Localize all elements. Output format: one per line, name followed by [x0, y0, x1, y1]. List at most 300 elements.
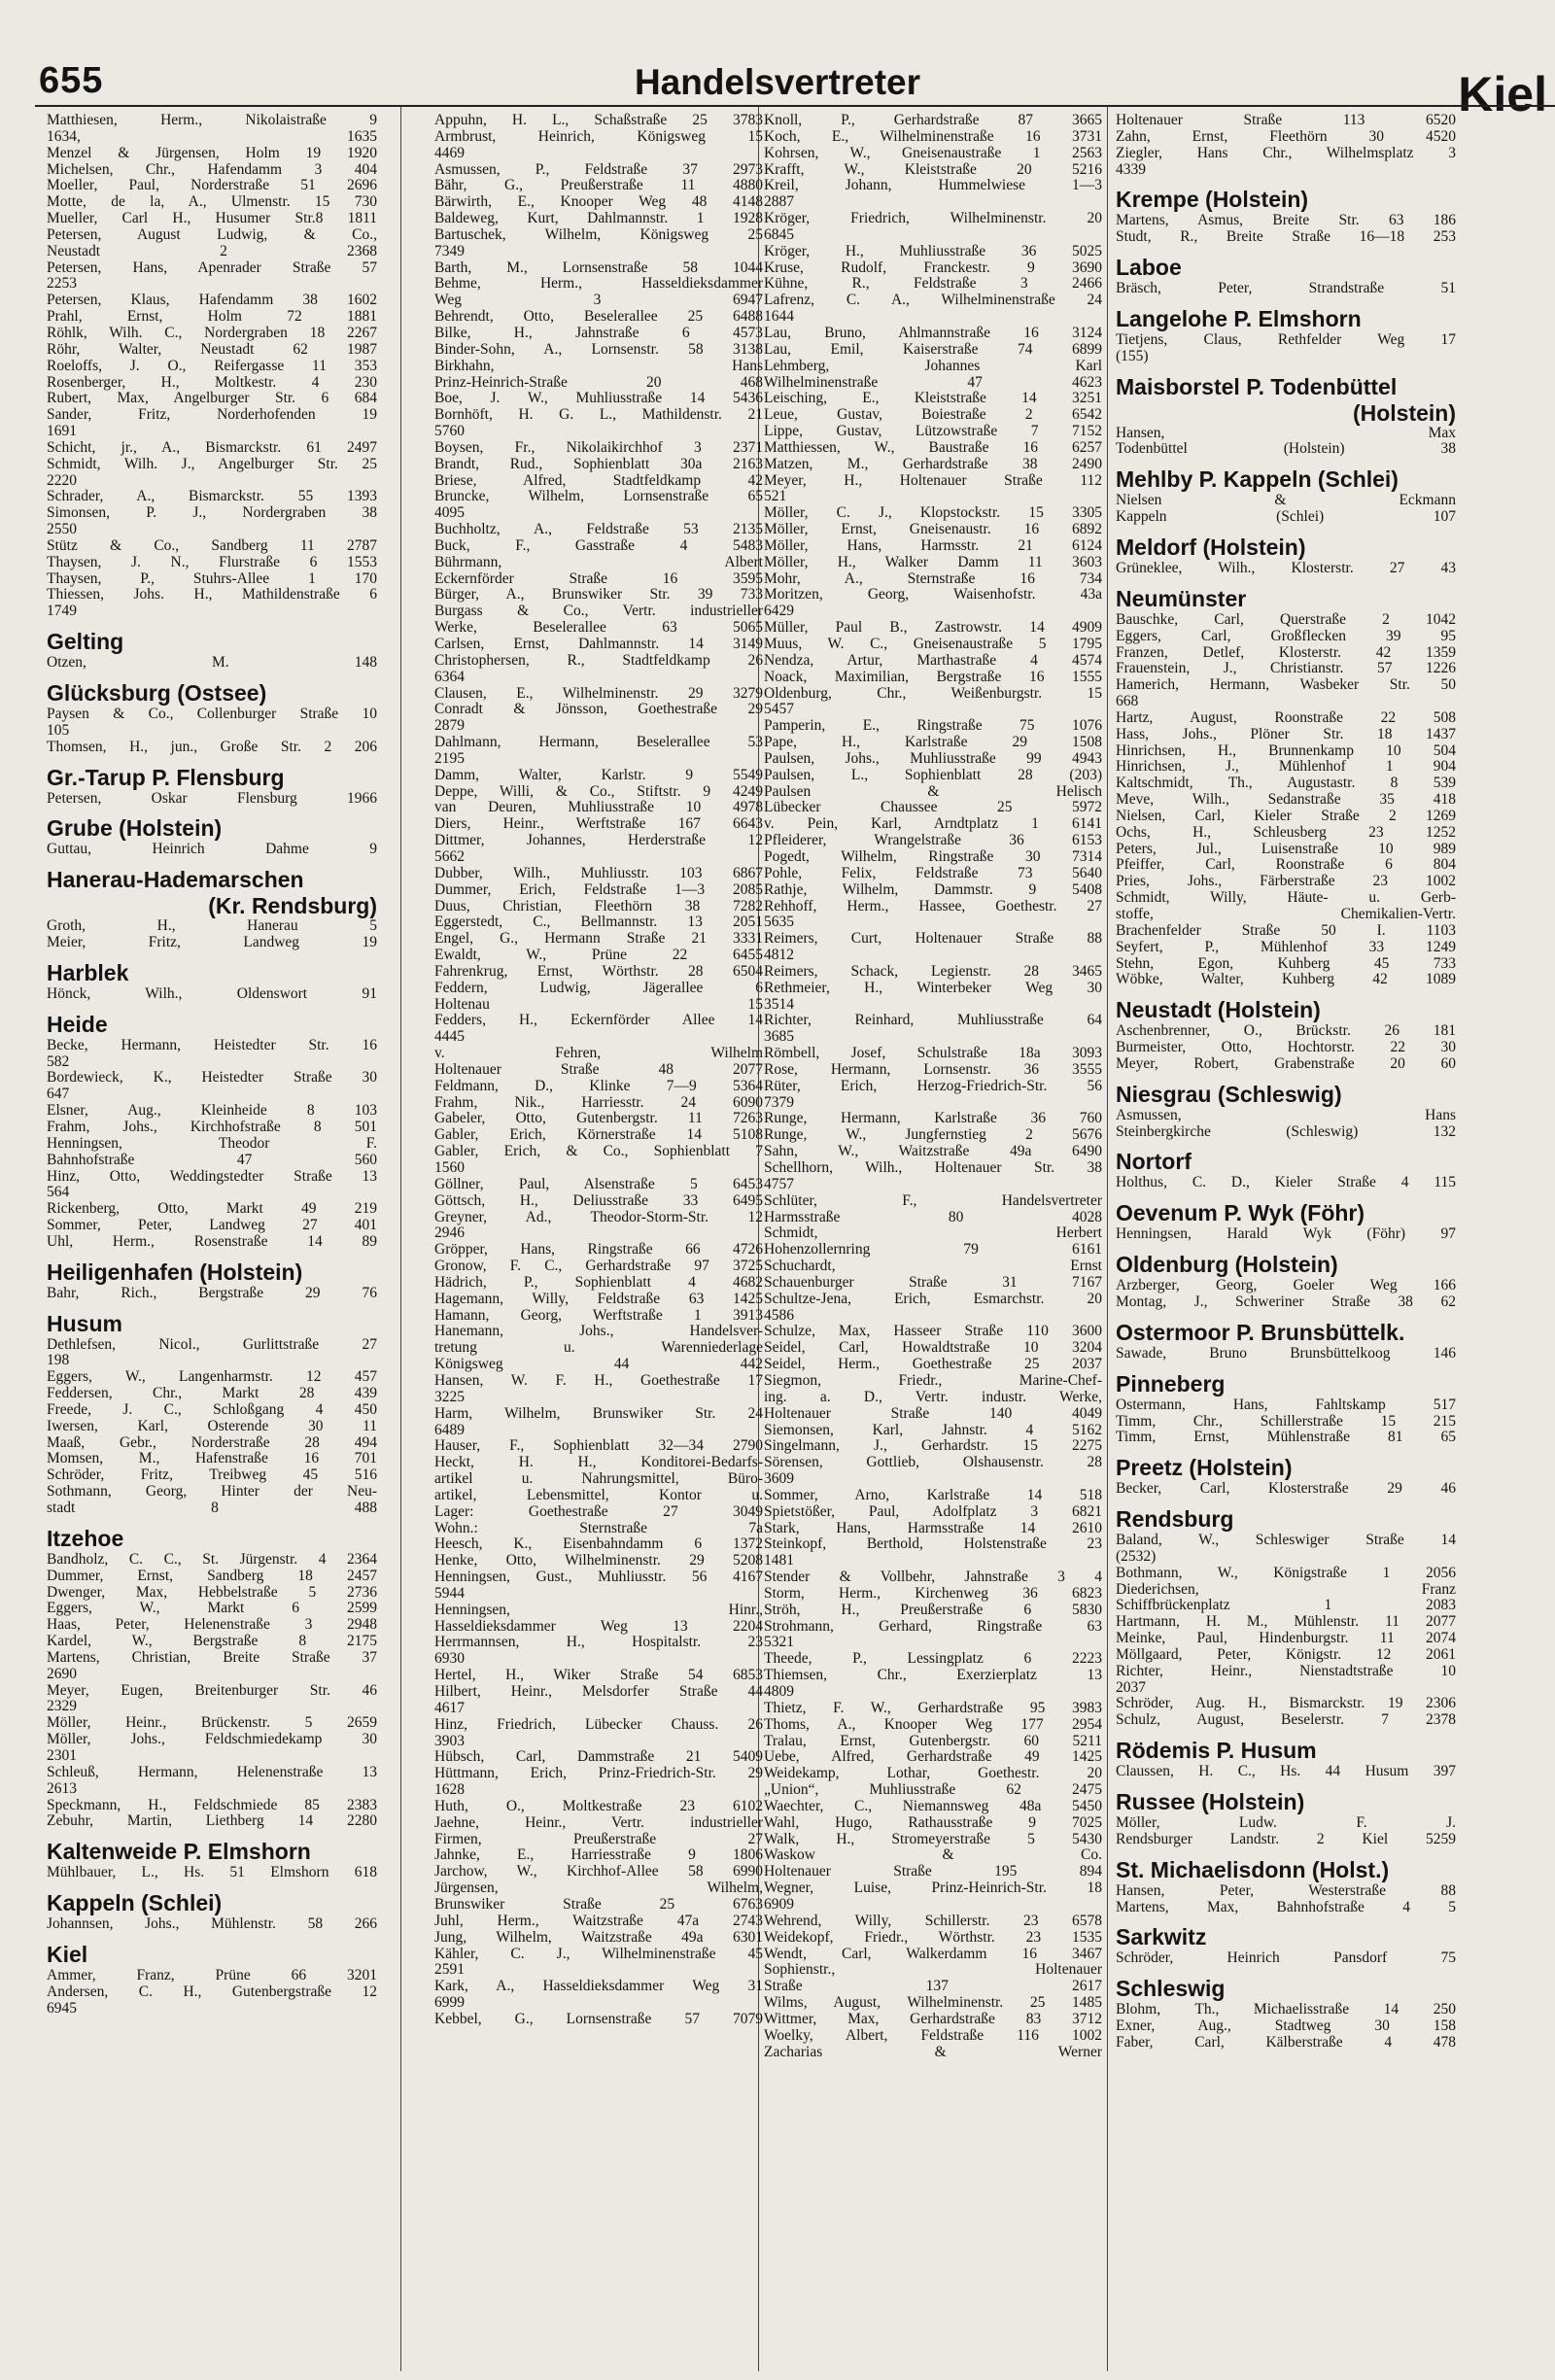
directory-entry: Gronow, F. C., Gerhardstraße 97 3725	[434, 1259, 763, 1275]
directory-entry: Strohmann, Gerhard, Ringstraße 63	[764, 1618, 1102, 1635]
directory-entry: Diederichsen, Franz	[1116, 1581, 1456, 1598]
directory-entry: Sommer, Peter, Landweg 27 401	[47, 1218, 377, 1234]
directory-entry: 2301	[47, 1747, 77, 1764]
directory-entry: 1644	[764, 309, 794, 326]
directory-entry: Hauser, F., Sophienblatt 32—34 2790	[434, 1438, 763, 1455]
directory-entry: Matthiessen, W., Baustraße 16 6257	[764, 439, 1102, 456]
directory-entry: Hansen, W. F. H., Goethestraße 17	[434, 1372, 763, 1389]
directory-entry: Leisching, E., Kleiststraße 14 3251	[764, 391, 1102, 407]
directory-entry: 6845	[764, 226, 794, 243]
directory-entry: Christophersen, R., Stadtfeldkamp 26	[434, 652, 763, 669]
directory-entry: Gabeler, Otto, Gutenbergstr. 11 7263	[434, 1111, 763, 1127]
directory-entry: 5944	[434, 1585, 465, 1602]
place-heading: Harblek	[47, 959, 129, 985]
directory-entry: Holtenau 15	[434, 996, 763, 1013]
place-heading: Neumünster	[1116, 585, 1247, 611]
directory-entry: Studt, R., Breite Straße 16—18 253	[1116, 229, 1456, 246]
place-heading: Grube (Holstein)	[47, 815, 223, 842]
directory-entry: 1691	[47, 424, 77, 440]
directory-entry: Schicht, jr., A., Bismarckstr. 61 2497	[47, 439, 377, 456]
directory-entry: Kebbel, G., Lornsenstraße 57 7079	[434, 2011, 763, 2027]
directory-entry: Kröger, H., Muhliusstraße 36 5025	[764, 243, 1102, 259]
directory-entry: Henningsen, Harald Wyk (Föhr) 97	[1116, 1226, 1456, 1243]
directory-entry: Thaysen, J. N., Flurstraße 6 1553	[47, 554, 377, 570]
directory-entry: Bahr, Rich., Bergstraße 29 76	[47, 1285, 377, 1301]
directory-entry: Möller, H., Walker Damm 11 3603	[764, 554, 1102, 570]
directory-entry: 6909	[764, 1896, 794, 1913]
directory-entry: Sophienstr., Holtenauer	[764, 1962, 1102, 1979]
directory-entry: 3685	[764, 1029, 794, 1046]
directory-entry: 4617	[434, 1700, 465, 1716]
directory-entry: Pamperin, E., Ringstraße 75 1076	[764, 718, 1102, 735]
directory-entry: 105	[47, 722, 70, 739]
directory-entry: Franzen, Detlef, Klosterstr. 42 1359	[1116, 644, 1456, 661]
directory-entry: Paulsen & Helisch	[764, 783, 1102, 800]
directory-entry: (2532)	[1116, 1548, 1157, 1565]
directory-entry: Matzen, M., Gerhardstraße 38 2490	[764, 456, 1102, 472]
directory-entry: Werke, Beselerallee 63 5065	[434, 620, 763, 637]
directory-entry: Siemonsen, Karl, Jahnstr. 4 5162	[764, 1422, 1102, 1438]
place-heading: Kappeln (Schlei)	[47, 1890, 223, 1916]
directory-entry: Rendsburger Landstr. 2 Kiel 5259	[1116, 1831, 1456, 1847]
directory-entry: Burgass & Co., Vertr. industrieller	[434, 604, 763, 620]
place-heading: Heide	[47, 1011, 108, 1037]
directory-entry: Ostermann, Hans, Fahltskamp 517	[1116, 1397, 1456, 1413]
directory-entry: Timm, Ernst, Mühlenstraße 81 65	[1116, 1430, 1456, 1446]
directory-entry: tretung u. Warenniederlage	[434, 1340, 763, 1357]
directory-entry: Gabler, Erich, & Co., Sophienblatt 7	[434, 1144, 763, 1160]
directory-entry: Hübsch, Carl, Dammstraße 21 5409	[434, 1749, 763, 1766]
directory-entry: Wohn.: Sternstraße 7a	[434, 1520, 763, 1536]
directory-entry: 1634, 1635	[47, 128, 377, 145]
directory-entry: Eggers, W., Langenharmstr. 12 457	[47, 1369, 377, 1386]
directory-entry: Claussen, H. C., Hs. 44 Husum 397	[1116, 1764, 1456, 1780]
directory-entry: Behme, Herm., Hasseldieksdammer	[434, 276, 763, 293]
directory-entry: Thomsen, H., jun., Große Str. 2 206	[47, 739, 377, 755]
directory-entry: Zacharias & Werner	[764, 2044, 1102, 2060]
directory-entry: Sommer, Arno, Karlstraße 14 518	[764, 1487, 1102, 1503]
directory-entry: Haas, Peter, Helenenstraße 3 2948	[47, 1617, 377, 1634]
directory-entry: Boysen, Fr., Nikolaikirchhof 3 2371	[434, 439, 763, 456]
directory-entry: 5635	[764, 914, 794, 931]
directory-entry: 2550	[47, 522, 77, 538]
directory-entry: Ziegler, Hans Chr., Wilhelmsplatz 3	[1116, 145, 1456, 161]
column-2	[434, 113, 763, 2373]
directory-entry: Momsen, M., Hafenstraße 16 701	[47, 1451, 377, 1467]
directory-entry: Lehmberg, Johannes Karl	[764, 358, 1102, 374]
directory-entry: Petersen, Klaus, Hafendamm 38 1602	[47, 293, 377, 309]
directory-entry: Mohr, A., Sternstraße 16 734	[764, 570, 1102, 587]
directory-entry: artikel u. Nahrungsmittel, Büro-	[434, 1471, 763, 1488]
directory-entry: 6930	[434, 1651, 465, 1668]
directory-entry: Moritzen, Georg, Waisenhofstr. 43a	[764, 587, 1102, 604]
directory-entry: 2887	[764, 194, 794, 211]
directory-entry: Wilhelminenstraße 47 4623	[764, 374, 1102, 391]
directory-entry: Fahrenkrug, Ernst, Wörthstr. 28 6504	[434, 963, 763, 980]
place-heading: Gelting	[47, 629, 124, 655]
directory-entry: Sörensen, Gottlieb, Olshausenstr. 28	[764, 1455, 1102, 1471]
directory-entry: Schultze-Jena, Erich, Esmarchstr. 20	[764, 1291, 1102, 1307]
place-heading: Rödemis P. Husum	[1116, 1738, 1317, 1764]
directory-entry: Oldenburg, Chr., Weißenburgstr. 15	[764, 685, 1102, 702]
directory-entry: Jarchow, W., Kirchhof-Allee 58 6990	[434, 1864, 763, 1880]
directory-entry: Sothmann, Georg, Hinter der Neu-	[47, 1484, 377, 1500]
directory-entry: Storm, Herm., Kirchenweg 36 6823	[764, 1585, 1102, 1602]
directory-entry: Rathje, Wilhelm, Dammstr. 9 5408	[764, 881, 1102, 898]
directory-entry: 3903	[434, 1733, 465, 1749]
directory-entry: 3225	[434, 1389, 465, 1405]
place-heading: Itzehoe	[47, 1525, 124, 1551]
directory-entry: Bürger, A., Brunswiker Str. 39 733	[434, 587, 763, 604]
directory-entry: Waechter, C., Niemannsweg 48a 5450	[764, 1798, 1102, 1814]
directory-entry: Ströh, H., Preußerstraße 6 5830	[764, 1602, 1102, 1618]
directory-entry: Rüter, Erich, Herzog-Friedrich-Str. 56	[764, 1078, 1102, 1094]
directory-entry: 3514	[764, 996, 794, 1013]
directory-entry: 5457	[764, 702, 794, 718]
directory-entry: van Deuren, Muhliusstraße 10 4978	[434, 800, 763, 816]
directory-entry: Woelky, Albert, Feldstraße 116 1002	[764, 2027, 1102, 2044]
directory-entry: Hamerich, Hermann, Wasbeker Str. 50	[1116, 677, 1456, 694]
directory-entry: 668	[1116, 694, 1139, 710]
directory-entry: 1628	[434, 1782, 465, 1799]
directory-entry: 2329	[47, 1699, 77, 1715]
directory-entry: stadt 8 488	[47, 1500, 377, 1516]
directory-entry: 4809	[764, 1684, 794, 1700]
directory-entry: Prahl, Ernst, Holm 72 1881	[47, 309, 377, 326]
directory-entry: Weidekopf, Friedr., Wörthstr. 23 1535	[764, 1929, 1102, 1946]
place-heading: (Holstein)	[1352, 399, 1456, 426]
directory-entry: Hinz, Otto, Weddingstedter Straße 13	[47, 1168, 377, 1185]
directory-entry: Becke, Hermann, Heistedter Str. 16	[47, 1037, 377, 1053]
directory-entry: Paulsen, Johs., Muhliusstraße 99 4943	[764, 750, 1102, 767]
place-heading: Meldorf (Holstein)	[1116, 534, 1306, 560]
directory-entry: Möller, Johs., Feldschmiedekamp 30	[47, 1732, 377, 1748]
directory-entry: 6489	[434, 1422, 465, 1438]
directory-entry: Heckt, H. H., Konditorei-Bedarfs-	[434, 1455, 763, 1471]
directory-entry: Ewaldt, W., Prüne 22 6455	[434, 948, 763, 964]
directory-entry: Blohm, Th., Michaelisstraße 14 250	[1116, 2002, 1456, 2018]
directory-entry: Steinbergkirche (Schleswig) 132	[1116, 1123, 1456, 1140]
directory-entry: v. Pein, Karl, Arndtplatz 1 6141	[764, 816, 1102, 833]
directory-entry: 6364	[434, 669, 465, 685]
directory-entry: Exner, Aug., Stadtweg 30 158	[1116, 2018, 1456, 2035]
directory-entry: Petersen, August Ludwig, & Co.,	[47, 226, 377, 243]
directory-entry: Feddersen, Chr., Markt 28 439	[47, 1386, 377, 1402]
directory-entry: 6945	[47, 2000, 77, 2017]
directory-entry: Krafft, W., Kleiststraße 20 5216	[764, 161, 1102, 178]
directory-entry: Lager: Goethestraße 27 3049	[434, 1503, 763, 1520]
directory-entry: Wendt, Carl, Walkerdamm 16 3467	[764, 1946, 1102, 1962]
directory-entry: Maaß, Gebr., Norderstraße 28 494	[47, 1434, 377, 1451]
directory-entry: Schulze, Max, Hasseer Straße 110 3600	[764, 1324, 1102, 1340]
directory-entry: Nendza, Artur, Marthastraße 4 4574	[764, 652, 1102, 669]
directory-entry: Hanemann, Johs., Handelsver-	[434, 1324, 763, 1340]
directory-entry: Iwersen, Karl, Osterende 30 11	[47, 1418, 377, 1434]
directory-entry: Schrader, A., Bismarckstr. 55 1393	[47, 489, 377, 505]
directory-entry: 564	[47, 1185, 70, 1201]
directory-entry: Bandholz, C. C., St. Jürgenstr. 4 2364	[47, 1551, 377, 1568]
directory-entry: Möller, Hans, Harmsstr. 21 6124	[764, 537, 1102, 554]
directory-entry: 1560	[434, 1160, 465, 1176]
directory-entry: ing. a. D., Vertr. industr. Werke,	[764, 1389, 1102, 1405]
directory-entry: Holthus, C. D., Kieler Straße 4 115	[1116, 1175, 1456, 1191]
directory-entry: Hass, Johs., Plöner Str. 18 1437	[1116, 726, 1456, 742]
directory-entry: Mühlbauer, L., Hs. 51 Elmshorn 618	[47, 1865, 377, 1881]
directory-entry: Baldeweg, Kurt, Dahlmannstr. 1 1928	[434, 211, 763, 227]
directory-entry: Schlüter, F., Handelsvertreter	[764, 1192, 1102, 1209]
directory-entry: Pfeiffer, Carl, Roonstraße 6 804	[1116, 857, 1456, 874]
directory-entry: Kaltschmidt, Th., Augustastr. 8 539	[1116, 776, 1456, 792]
place-heading: Langelohe P. Elmshorn	[1116, 305, 1362, 331]
directory-entry: 2690	[47, 1666, 77, 1682]
directory-entry: Fedders, H., Eckernförder Allee 14	[434, 1013, 763, 1029]
directory-entry: 4757	[764, 1176, 794, 1192]
directory-entry: Thiessen, Johs. H., Mathildenstraße 6	[47, 587, 377, 604]
directory-entry: Juhl, Herm., Waitzstraße 47a 2743	[434, 1913, 763, 1929]
directory-entry: Knoll, P., Gerhardstraße 87 3665	[764, 113, 1102, 128]
directory-entry: Wahl, Hugo, Rathausstraße 9 7025	[764, 1814, 1102, 1831]
directory-entry: Siegmon, Friedr., Marine-Chef-	[764, 1372, 1102, 1389]
directory-entry: Roeloffs, J. O., Reifergasse 11 353	[47, 358, 377, 374]
directory-entry: Müller, Paul B., Zastrowstr. 14 4909	[764, 620, 1102, 637]
column-1	[47, 113, 377, 2373]
directory-entry: Harmsstraße 80 4028	[764, 1209, 1102, 1225]
directory-entry: Meier, Fritz, Landweg 19	[47, 935, 377, 951]
directory-entry: Burmeister, Otto, Hochtorstr. 22 30	[1116, 1040, 1456, 1056]
directory-entry: Gröpper, Hans, Ringstraße 66 4726	[434, 1242, 763, 1259]
directory-entry: Steinkopf, Berthold, Holstenstraße 23	[764, 1536, 1102, 1553]
place-heading: Ostermoor P. Brunsbüttelk.	[1116, 1319, 1405, 1345]
directory-entry: Brachenfelder Straße 50 I. 1103	[1116, 922, 1456, 939]
directory-entry: 1749	[47, 604, 77, 620]
directory-entry: Schmidt, Herbert	[764, 1225, 1102, 1242]
directory-entry: 6429	[764, 604, 794, 620]
directory-entry: Schulz, August, Beselerstr. 7 2378	[1116, 1712, 1456, 1729]
directory-entry: Montag, J., Schweriner Straße 38 62	[1116, 1293, 1456, 1310]
directory-entry: Feldmann, D., Klinke 7—9 5364	[434, 1078, 763, 1094]
directory-entry: Henningsen, Theodor F.	[47, 1135, 377, 1152]
directory-entry: Kreil, Johann, Hummelwiese 1—3	[764, 178, 1102, 194]
directory-entry: 6999	[434, 1995, 465, 2012]
directory-entry: Singelmann, J., Gerhardstr. 15 2275	[764, 1438, 1102, 1455]
directory-entry: Möllgaard, Peter, Königstr. 12 2061	[1116, 1646, 1456, 1663]
directory-entry: Dummer, Erich, Feldstraße 1—3 2085	[434, 881, 763, 898]
directory-entry: Koch, E., Wilhelminenstraße 16 3731	[764, 128, 1102, 145]
directory-entry: Faber, Carl, Kälberstraße 4 478	[1116, 2034, 1456, 2051]
directory-entry: Bruncke, Wilhelm, Lornsenstraße 65	[434, 489, 763, 505]
directory-entry: Peters, Jul., Luisenstraße 10 989	[1116, 841, 1456, 857]
directory-entry: Sahn, W., Waitzstraße 49a 6490	[764, 1144, 1102, 1160]
directory-entry: 198	[47, 1353, 70, 1369]
directory-entry: Meyer, H., Holtenauer Straße 112	[764, 472, 1102, 489]
directory-entry: Kohrsen, W., Gneisenaustraße 1 2563	[764, 145, 1102, 161]
place-heading: Laboe	[1116, 255, 1182, 281]
directory-entry: Rosenberger, H., Moltkestr. 4 230	[47, 374, 377, 391]
directory-entry: Asmussen, Hans	[1116, 1107, 1456, 1123]
place-heading: Preetz (Holstein)	[1116, 1455, 1293, 1481]
directory-entry: Leue, Gustav, Boiestraße 2 6542	[764, 407, 1102, 424]
directory-entry: Martens, Asmus, Breite Str. 63 186	[1116, 213, 1456, 229]
directory-entry: Neustadt 2 2368	[47, 243, 377, 259]
directory-entry: Feddern, Ludwig, Jägerallee 6	[434, 980, 763, 996]
directory-entry: Rickenberg, Otto, Markt 49 219	[47, 1201, 377, 1218]
directory-entry: Freede, J. C., Schloßgang 4 450	[47, 1401, 377, 1418]
place-heading: Russee (Holstein)	[1116, 1789, 1305, 1814]
directory-entry: Engel, G., Hermann Straße 21 3331	[434, 931, 763, 948]
column-divider	[1107, 107, 1108, 2371]
directory-entry: Birkhahn, Hans	[434, 358, 763, 374]
directory-entry: Greyner, Ad., Theodor-Storm-Str. 12	[434, 1209, 763, 1225]
directory-entry: Stütz & Co., Sandberg 11 2787	[47, 537, 377, 554]
directory-entry: Seidel, Herm., Goethestraße 25 2037	[764, 1357, 1102, 1373]
directory-entry: Lübecker Chaussee 25 5972	[764, 800, 1102, 816]
directory-entry: Gabler, Erich, Körnerstraße 14 5108	[434, 1127, 763, 1144]
place-heading: Krempe (Holstein)	[1116, 187, 1309, 213]
directory-entry: Hartmann, H. M., Mühlenstr. 11 2077	[1116, 1614, 1456, 1631]
directory-entry: Becker, Carl, Klosterstraße 29 46	[1116, 1481, 1456, 1498]
directory-entry: Pape, H., Karlstraße 29 1508	[764, 735, 1102, 751]
directory-entry: v. Fehren, Wilhelm	[434, 1046, 763, 1062]
directory-entry: Prinz-Heinrich-Straße 20 468	[434, 374, 763, 391]
directory-entry: Hinrichsen, H., Brunnenkamp 10 504	[1116, 742, 1456, 759]
directory-entry: Dwenger, Max, Hebbelstraße 5 2736	[47, 1584, 377, 1601]
directory-entry: Weidekamp, Lothar, Goethestr. 20	[764, 1766, 1102, 1782]
directory-entry: Eggers, Carl, Großflecken 39 95	[1116, 628, 1456, 644]
directory-entry: Nielsen, Carl, Kieler Straße 2 1269	[1116, 808, 1456, 824]
directory-entry: Reimers, Curt, Holtenauer Straße 88	[764, 931, 1102, 948]
directory-entry: 2195	[434, 750, 465, 767]
directory-entry: Stender & Vollbehr, Jahnstraße 3 4	[764, 1569, 1102, 1586]
directory-entry: Bähr, G., Preußerstraße 11 4880	[434, 178, 763, 194]
directory-entry: Petersen, Hans, Apenrader Straße 57	[47, 259, 377, 276]
place-heading: Niesgrau (Schleswig)	[1116, 1081, 1342, 1107]
directory-entry: Schmidt, Wilh. J., Angelburger Str. 25	[47, 456, 377, 472]
directory-entry: Armbrust, Heinrich, Königsweg 15	[434, 128, 763, 145]
place-heading: Pinneberg	[1116, 1370, 1226, 1397]
directory-entry: 4339	[1116, 161, 1146, 178]
directory-entry: Schuchardt, Ernst	[764, 1259, 1102, 1275]
directory-entry: Kähler, C. J., Wilhelminenstraße 45	[434, 1946, 763, 1962]
directory-entry: 4586	[764, 1307, 794, 1324]
directory-entry: Stehn, Egon, Kuhberg 45 733	[1116, 955, 1456, 972]
directory-entry: Menzel & Jürgensen, Holm 19 1920	[47, 145, 377, 161]
directory-entry: Seyfert, P., Mühlenhof 33 1249	[1116, 939, 1456, 955]
place-heading: Rendsburg	[1116, 1506, 1234, 1533]
directory-entry: Huth, O., Moltkestraße 23 6102	[434, 1798, 763, 1814]
directory-entry: Wilms, August, Wilhelminenstr. 25 1485	[764, 1995, 1102, 2012]
directory-entry: Otzen, M. 148	[47, 655, 377, 672]
directory-entry: Schmidt, Willy, Häute- u. Gerb-	[1116, 890, 1456, 907]
directory-entry: Zebuhr, Martin, Liethberg 14 2280	[47, 1813, 377, 1830]
directory-entry: Kappeln (Schlei) 107	[1116, 509, 1456, 526]
directory-entry: stoffe, Chemikalien-Vertr.	[1116, 907, 1456, 922]
directory-entry: Pfleiderer, Wrangelstraße 36 6153	[764, 833, 1102, 849]
directory-entry: Sander, Fritz, Norderhofenden 19	[47, 407, 377, 424]
directory-entry: Kark, A., Hasseldieksdammer Weg 31	[434, 1979, 763, 1995]
directory-entry: Lippe, Gustav, Lützowstraße 7 7152	[764, 424, 1102, 440]
directory-entry: Meve, Wilh., Sedanstraße 35 418	[1116, 792, 1456, 809]
directory-entry: Hansen, Peter, Westerstraße 88	[1116, 1882, 1456, 1899]
directory-entry: Hönck, Wilh., Oldenswort 91	[47, 985, 377, 1002]
directory-entry: Simonsen, P. J., Nordergraben 38	[47, 505, 377, 522]
directory-entry: Kröger, Friedrich, Wilhelminenstr. 20	[764, 211, 1102, 227]
directory-entry: Appuhn, H. L., Schaßstraße 25 3783	[434, 113, 763, 128]
directory-entry: Duus, Christian, Fleethörn 38 7282	[434, 898, 763, 914]
directory-entry: Zahn, Ernst, Fleethörn 30 4520	[1116, 128, 1456, 145]
directory-entry: Meinke, Paul, Hindenburgstr. 11 2074	[1116, 1631, 1456, 1647]
directory-entry: Jaehne, Heinr., Vertr. industrieller	[434, 1814, 763, 1831]
column-3	[764, 113, 1102, 2373]
directory-entry: Hansen, Max	[1116, 425, 1456, 441]
directory-entry: Brunswiker Straße 25 6763	[434, 1896, 763, 1913]
directory-entry: Groth, H., Hanerau 5	[47, 918, 377, 935]
directory-entry: Schröder, Fritz, Treibweg 45 516	[47, 1467, 377, 1484]
directory-entry: Firmen, Preußerstraße 27	[434, 1831, 763, 1847]
directory-entry: Conradt & Jönsson, Goethestraße 29	[434, 702, 763, 718]
directory-entry: Hertel, H., Wiker Straße 54 6853	[434, 1668, 763, 1684]
directory-entry: Matthiesen, Herm., Nikolaistraße 9	[47, 113, 377, 128]
directory-entry: Harm, Wilhelm, Brunswiker Str. 24	[434, 1405, 763, 1422]
place-heading: Sarkwitz	[1116, 1924, 1207, 1950]
directory-entry: Kruse, Rudolf, Franckestr. 9 3690	[764, 259, 1102, 276]
directory-entry: Holtenauer Straße 140 4049	[764, 1405, 1102, 1422]
place-heading: Husum	[47, 1310, 122, 1336]
directory-entry: Göttsch, H., Deliusstraße 33 6495	[434, 1192, 763, 1209]
directory-entry: 2220	[47, 472, 77, 489]
directory-entry: Uhl, Herm., Rosenstraße 14 89	[47, 1233, 377, 1250]
directory-entry: Runge, W., Jungfernstieg 2 5676	[764, 1127, 1102, 1144]
directory-entry: Bothmann, W., Königstraße 1 2056	[1116, 1565, 1456, 1581]
directory-entry: Thiemsen, Chr., Exerzierplatz 13	[764, 1668, 1102, 1684]
directory-entry: Buck, F., Gasstraße 4 5483	[434, 537, 763, 554]
directory-entry: Deppe, Willi, & Co., Stiftstr. 9 4249	[434, 783, 763, 800]
directory-entry: Göllner, Paul, Alsenstraße 5 6453	[434, 1176, 763, 1192]
directory-entry: Carlsen, Ernst, Dahlmannstr. 14 3149	[434, 637, 763, 652]
directory-entry: Dubber, Wilh., Muhliusstr. 103 6867	[434, 865, 763, 881]
place-heading: Nortorf	[1116, 1149, 1192, 1175]
directory-entry: Bahnhofstraße 47 560	[47, 1152, 377, 1168]
directory-entry: artikel, Lebensmittel, Kontor u.	[434, 1487, 763, 1503]
directory-entry: Röhlk, Wilh. C., Nordergraben 18 2267	[47, 325, 377, 341]
directory-entry: Theede, P., Lessingplatz 6 2223	[764, 1651, 1102, 1668]
directory-entry: Wehrend, Willy, Schillerstr. 23 6578	[764, 1913, 1102, 1929]
place-heading: Maisborstel P. Todenbüttel	[1116, 373, 1398, 399]
directory-entry: Möller, Heinr., Brückenstr. 5 2659	[47, 1715, 377, 1732]
directory-entry: Dummer, Ernst, Sandberg 18 2457	[47, 1568, 377, 1584]
directory-entry: Damm, Walter, Karlstr. 9 5549	[434, 767, 763, 783]
directory-entry: Hädrich, P., Sophienblatt 4 4682	[434, 1274, 763, 1291]
place-heading: St. Michaelisdonn (Holst.)	[1116, 1856, 1390, 1882]
directory-entry: Kühne, R., Feldstraße 3 2466	[764, 276, 1102, 293]
directory-entry: Michelsen, Chr., Hafendamm 3 404	[47, 161, 377, 178]
directory-entry: Dittmer, Johannes, Herderstraße 12	[434, 833, 763, 849]
directory-entry: Holtenauer Straße 113 6520	[1116, 113, 1456, 128]
directory-entry: Paulsen, L., Sophienblatt 28 (203)	[764, 767, 1102, 783]
directory-entry: Binder-Sohn, A., Lornsenstr. 58 3138	[434, 341, 763, 358]
directory-entry: Bührmann, Albert	[434, 554, 763, 570]
directory-entry: Ammer, Franz, Prüne 66 3201	[47, 1967, 377, 1983]
directory-entry: Andersen, C. H., Gutenbergstraße 12	[47, 1983, 377, 2000]
directory-entry: Eggers, W., Markt 6 2599	[47, 1601, 377, 1617]
directory-entry: Rehhoff, Herm., Hassee, Goethestr. 27	[764, 898, 1102, 914]
place-heading: (Kr. Rendsburg)	[208, 893, 377, 919]
directory-entry: Holtenauer Straße 195 894	[764, 1864, 1102, 1880]
directory-entry: Lau, Emil, Kaiserstraße 74 6899	[764, 341, 1102, 358]
place-heading: Schleswig	[1116, 1976, 1226, 2002]
directory-entry: 2037	[1116, 1679, 1146, 1696]
place-heading: Kaltenweide P. Elmshorn	[47, 1839, 311, 1865]
directory-entry: Meyer, Eugen, Breitenburger Str. 46	[47, 1682, 377, 1699]
